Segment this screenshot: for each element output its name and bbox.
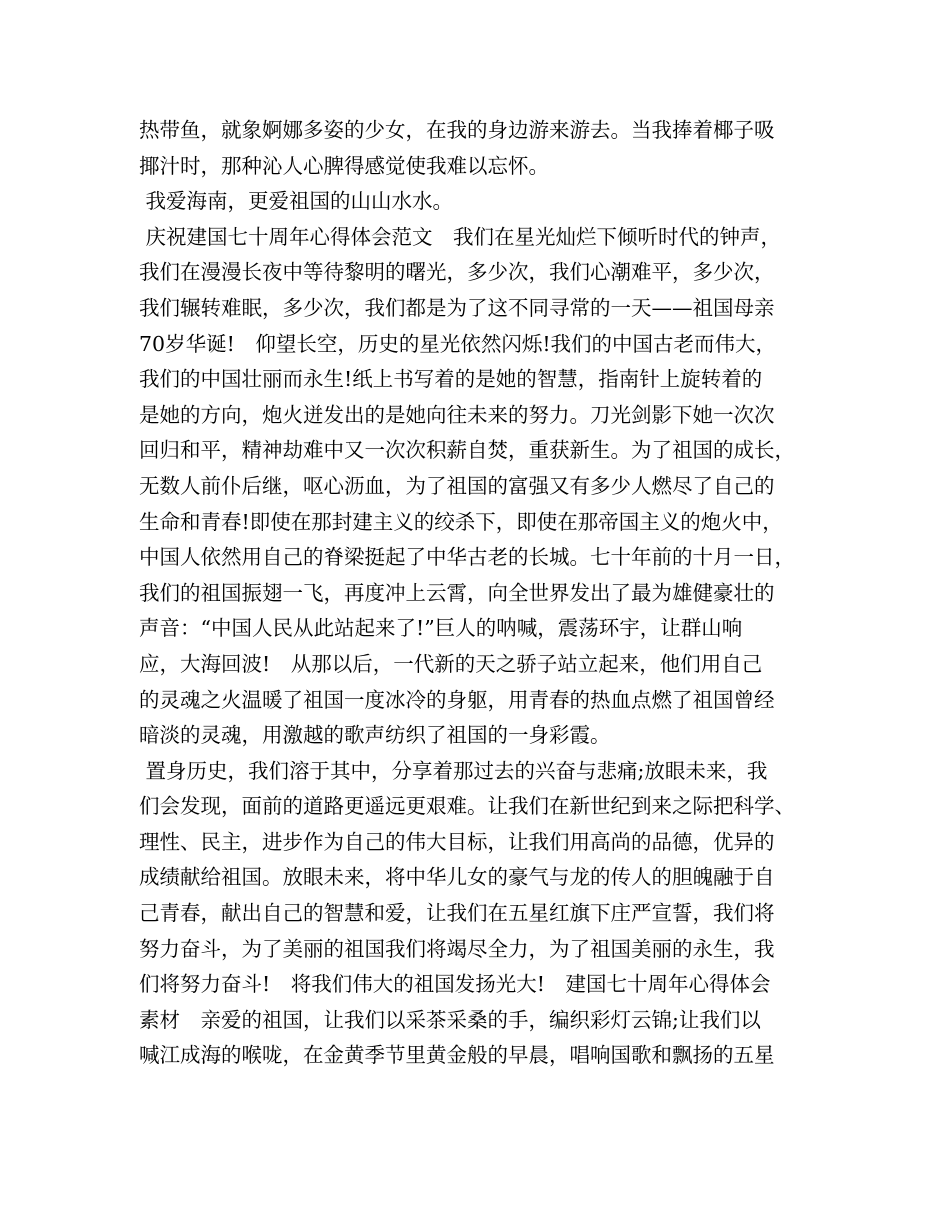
text-line: 己青春，献出自己的智慧和爱，让我们在五星红旗下庄严宣誓，我们将 xyxy=(139,901,775,926)
text-line: 我们的祖国振翅一飞，再度冲上云霄，向全世界发出了最为雄健豪壮的 xyxy=(139,580,775,605)
text-line: 回归和平，精神劫难中又一次次积薪自焚，重获新生。为了祖国的成长， xyxy=(139,438,795,463)
text-line: 庆祝建国七十周年心得体会范文 我们在星光灿烂下倾听时代的钟声， xyxy=(139,224,782,249)
text-line: 中国人依然用自己的脊梁挺起了中华古老的长城。七十年前的十月一日， xyxy=(139,545,795,570)
text-line: 成绩献给祖国。放眼未来，将中华儿女的豪气与龙的传人的胆魄融于自 xyxy=(139,865,775,890)
text-line: 70岁华诞! 仰望长空，历史的星光依然闪烁!我们的中国古老而伟大， xyxy=(139,331,777,356)
text-line: 置身历史，我们溶于其中，分享着那过去的兴奋与悲痛;放眼未来，我 xyxy=(139,758,768,783)
text-line: 暗淡的灵魂，用激越的歌声纺织了祖国的一身彩霞。 xyxy=(139,723,611,748)
text-line: 喊江成海的喉咙，在金黄季节里黄金般的早晨，唱响国歌和飘扬的五星 xyxy=(139,1043,775,1068)
body-text xyxy=(139,113,829,1074)
text-line: 我们在漫漫长夜中等待黎明的曙光，多少次，我们心潮难平，多少次， xyxy=(139,260,775,285)
text-line: 们将努力奋斗! 将我们伟大的祖国发扬光大! 建国七十周年心得体会 xyxy=(139,972,771,997)
text-line: 生命和青春!即使在那封建主义的绞杀下，即使在那帝国主义的炮火中， xyxy=(139,509,783,534)
text-line: 是她的方向，炮火迸发出的是她向往未来的努力。刀光剑影下她一次次 xyxy=(139,402,775,427)
text-line: 我爱海南，更爱祖国的山山水水。 xyxy=(139,189,454,214)
text-line: 的灵魂之火温暖了祖国一度冰冷的身躯，用青春的热血点燃了祖国曾经 xyxy=(139,687,775,712)
text-line: 理性、民主，进步作为自己的伟大目标，让我们用高尚的品德，优异的 xyxy=(139,829,775,854)
text-line: 素材 亲爱的祖国，让我们以采茶采桑的手，编织彩灯云锦;让我们以 xyxy=(139,1007,761,1032)
text-line: 我们的中国壮丽而永生!纸上书写着的是她的智慧，指南针上旋转着的 xyxy=(139,367,763,392)
text-line: 我们辗转难眠，多少次，我们都是为了这不同寻常的一天——祖国母亲 xyxy=(139,295,775,320)
text-line: 努力奋斗，为了美丽的祖国我们将竭尽全力，为了祖国美丽的永生，我 xyxy=(139,936,775,961)
text-line: 揶汁时，那种沁人心脾得感觉使我难以忘怀。 xyxy=(139,153,549,178)
text-line: 无数人前仆后继，呕心沥血，为了祖国的富强又有多少人燃尽了自己的 xyxy=(139,473,775,498)
text-line: 应，大海回波! 从那以后，一代新的天之骄子站立起来，他们用自己 xyxy=(139,651,763,676)
text-line: 热带鱼，就象婀娜多姿的少女，在我的身边游来游去。当我捧着椰子吸 xyxy=(139,118,775,142)
text-line: 声音：“中国人民从此站起来了!”巨人的呐喊，震荡环宇，让群山响 xyxy=(139,616,743,641)
text-line: 们会发现，面前的道路更遥远更艰难。让我们在新世纪到来之际把科学、 xyxy=(139,794,795,819)
